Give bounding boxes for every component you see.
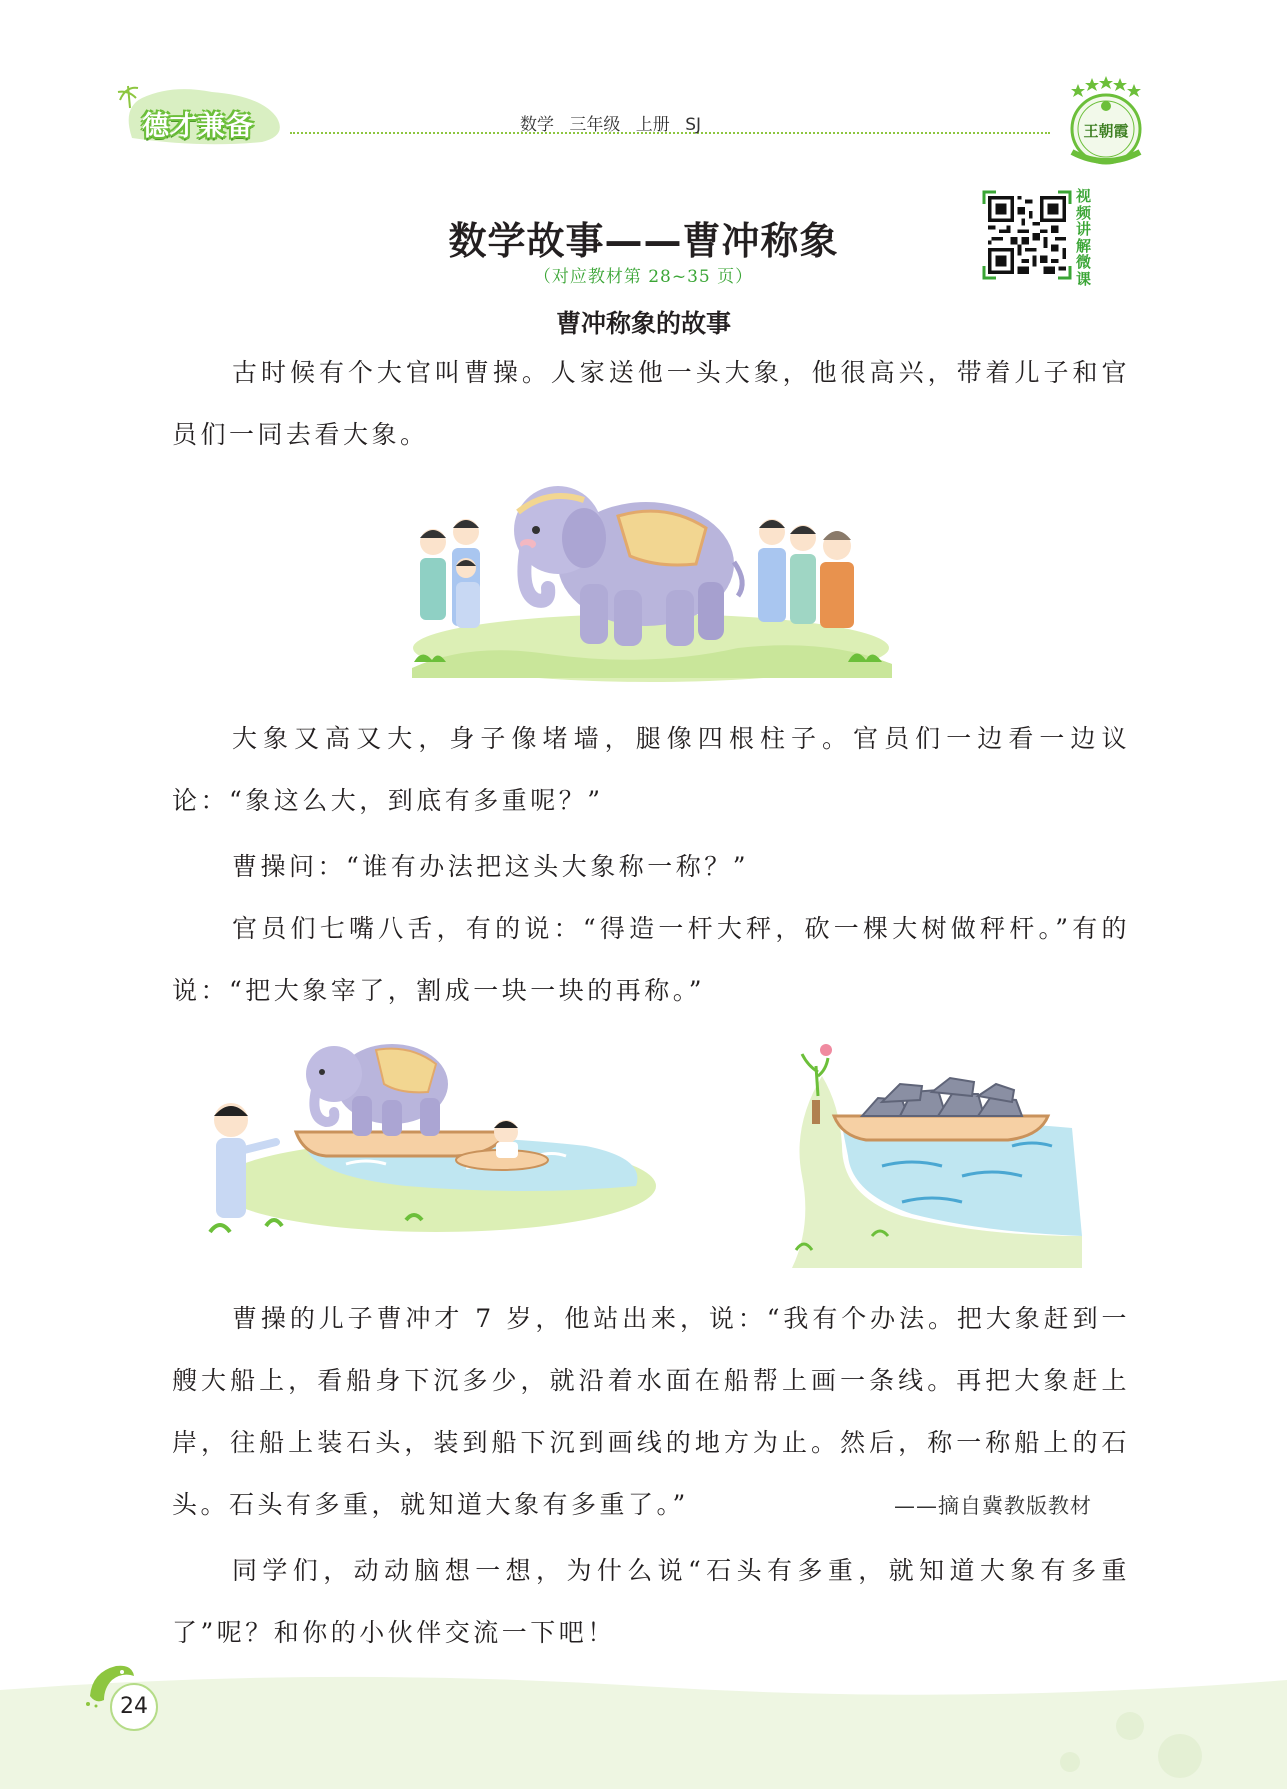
paragraph-2: 大象又高又大，身子像堵墙，腿像四根柱子。官员们一边看一边议论：“象这么大，到底有多重呢？”: [172, 724, 1130, 815]
paragraph-6: 同学们，动动脑想一想，为什么说“石头有多重，就知道大象有多重了”呢？和你的小伙伴交流一下吧！: [172, 1556, 1130, 1647]
textbook-reference: （对应教材第 28~35 页）: [533, 267, 754, 287]
brand-text: 德才兼备: [142, 111, 254, 142]
source-citation: ——摘自冀教版教材: [894, 1494, 1092, 1518]
author-seal-logo: [1058, 74, 1148, 174]
section-title: 曹冲称象的故事: [555, 309, 731, 338]
paragraph-3: 曹操问：“谁有办法把这头大象称一称？”: [232, 852, 750, 881]
paragraph-1: 古时候有个大官叫曹操。人家送他一头大象，他很高兴，带着儿子和官员们一同去看大象。: [172, 358, 1130, 449]
page-number: 24: [110, 1683, 158, 1731]
page-title: 数学故事——曹冲称象: [448, 219, 839, 263]
paragraph-5: 曹操的儿子曹冲才 7 岁，他站出来，说：“我有个办法。把大象赶到一艘大船上，看船身下沉多少，就沿着水面在船帮上画一条线。再把大象赶上岸，往船上装石头，装到船下沉到画线的地方为止。然后，称一称船上的石头。石头有多重，就知道大象有多重了。”: [172, 1304, 1130, 1519]
seal-text: 王朝霞: [1083, 122, 1129, 140]
stone-boat-illustration: [782, 1036, 1086, 1268]
qr-label: 视频讲解微课: [1076, 187, 1092, 288]
paragraph-4: 官员们七嘴八舌，有的说：“得造一杆大秤，砍一棵大树做秤杆。”有的说：“把大象宰了，割成一块一块的再称。”: [172, 914, 1130, 1005]
header-meta: 数学 三年级 上册 SJ: [520, 115, 702, 135]
footer-decoration: [0, 1666, 1287, 1789]
elephant-boat-illustration: [206, 1036, 662, 1248]
qr-code-icon[interactable]: [988, 196, 1066, 274]
elephant-officials-illustration: [408, 472, 894, 690]
